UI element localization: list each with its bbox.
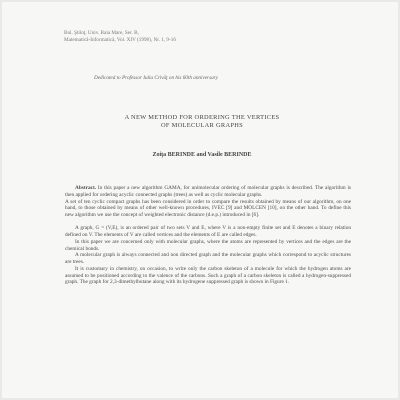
paper-title [62, 114, 342, 130]
abstract-text: In this paper a new algorithm GAMA, for unimolecular ordering of molecular graphs is described. The algorithm is then applied for ordering acyclic connected graphs (trees) as well as cyclic molecular graphs. [65, 185, 351, 198]
abstract [65, 185, 351, 199]
journal-line-2: Matematică-Informatică, Vol. XIV (1998), Nr. 1, 9-16 [64, 36, 176, 43]
title-line-1: A NEW METHOD FOR ORDERING THE VERTICES [124, 114, 280, 121]
journal-line-1: Bul. Ştiinţ. Univ. Baia Mare, Ser. B, [64, 30, 139, 36]
paper-body [65, 185, 351, 286]
paragraph: A graph, G = (V,E), is an ordered pair of two sets V and E, where V is a non-empty finite set and E denotes a binary relation defined on V. The elements of V are called vertices and the elements of E are called edges. [65, 225, 351, 238]
paragraph: A set of ten cyclic compact graphs has been considered in order to compare the results obtained by means of our algorithm, on one hand, to those obtained by means of other well-known procedures, IVEC [9] and MOLCEN [10], on the other hand. To define this new algorithm we use the concept of weighted electronic distance (d.e.p.) introduced in [6]. [65, 198, 351, 218]
authors: Zoiţa BERINDE and Vasile BERINDE [152, 152, 252, 158]
dedication: Dedicated to Professor Iuliu Crivăţ on his 60th anniversary [94, 75, 219, 81]
paragraph: A molecular graph is always connected and non directed graph and the molecular graphs which correspond to acyclic structures are trees. [65, 252, 351, 265]
paragraph: It is customary in chemistry, on occasion, to write only the carbon skeleton of a molecule for which the hydrogen atoms are assumed to be positioned according to the valence of the carbons. Such a graph of a carbon skeleton is called a hydrogen-suppressed graph. The graph for 2,3-dimethylbutane along with its hydrogene suppressed graph is shown in Figure 1. [65, 265, 351, 286]
abstract-label: Abstract. [75, 185, 97, 191]
paragraph: In this paper we are concerned only with molecular graphs, where the atoms are represented by vertices and the edges are the chemical bonds. [65, 238, 351, 252]
paper-page [2, 2, 398, 398]
journal-header [64, 30, 264, 43]
title-line-2: OF MOLECULAR GRAPHS [160, 122, 244, 129]
